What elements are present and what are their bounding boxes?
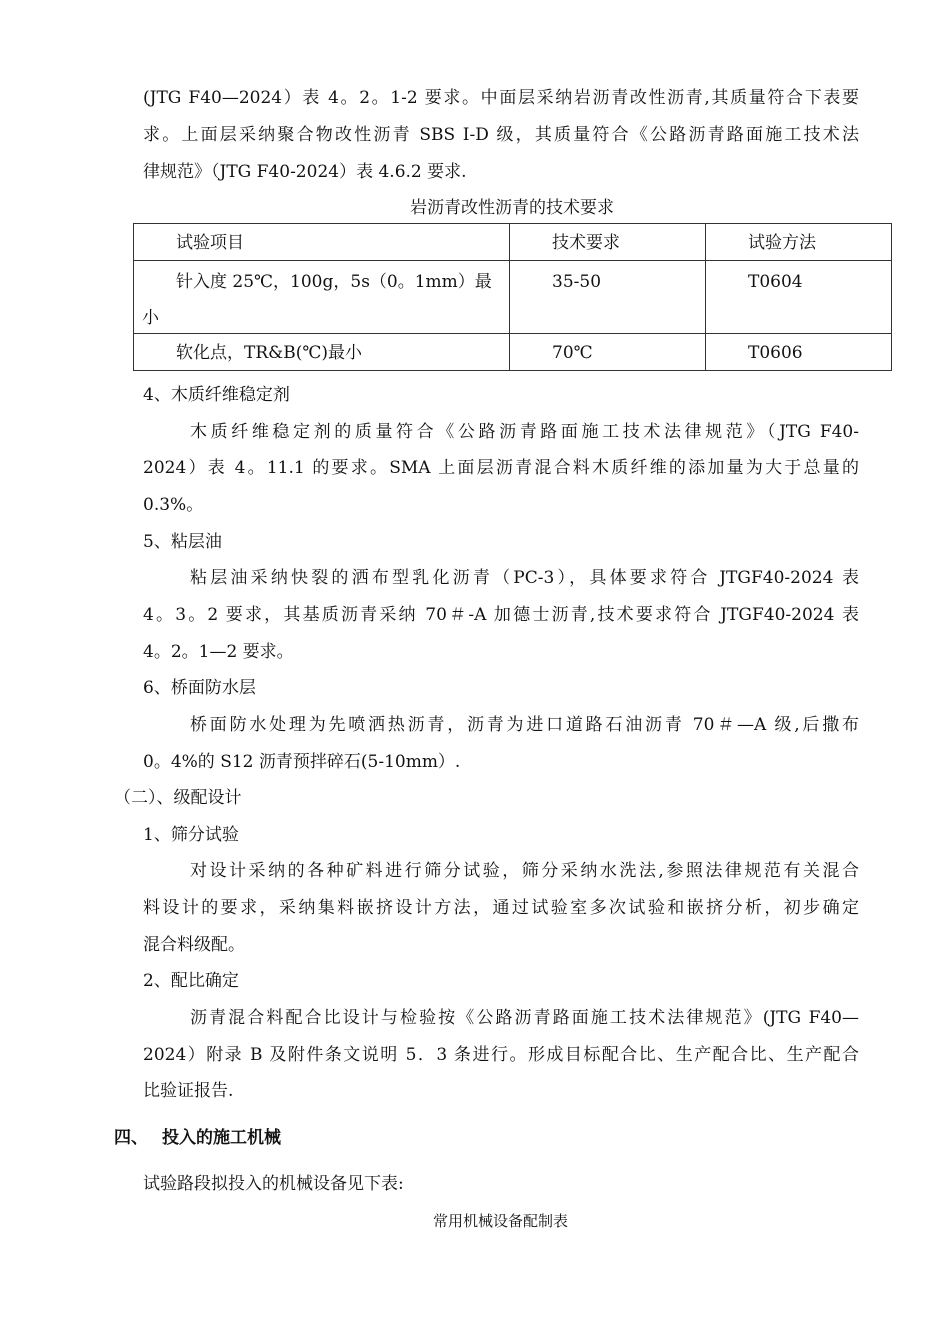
section-heading: 2、配比确定 bbox=[143, 971, 239, 991]
chapter-title: 投入的施工机械 bbox=[162, 1128, 281, 1148]
intro-line-2: 求。上面层采纳聚合物改性沥青 SBS I-D 级，其质量符合《公路沥青路面施工技术法 bbox=[143, 125, 859, 145]
paragraph-line: 试验路段拟投入的机械设备见下表: bbox=[143, 1174, 404, 1194]
paragraph-line: 2024）附录 B 及附件条文说明 5．3 条进行。形成目标配合比、生产配合比、生产配合 bbox=[143, 1045, 859, 1065]
intro-line-1: (JTG F40—2024）表 4。2。1-2 要求。中面层采纳岩沥青改性沥青,其质量符合下表要 bbox=[143, 88, 859, 108]
table-cell bbox=[706, 334, 892, 371]
section-heading: 1、筛分试验 bbox=[143, 825, 239, 845]
table2-caption: 常用机械设备配制表 bbox=[432, 1212, 568, 1230]
paragraph-line: 比验证报告. bbox=[143, 1081, 234, 1101]
row-requirement: 35-50 bbox=[552, 272, 602, 292]
paragraph-line: 混合料级配。 bbox=[143, 935, 245, 955]
table-cell bbox=[134, 261, 510, 334]
section-heading: 5、粘层油 bbox=[143, 532, 222, 552]
table-header-row bbox=[134, 224, 892, 261]
table-cell bbox=[510, 334, 706, 371]
table-cell bbox=[510, 261, 706, 334]
header-cell bbox=[134, 224, 510, 261]
paragraph-line: 4。2。1—2 要求。 bbox=[143, 642, 294, 662]
paragraph-line: 0。4%的 S12 沥青预拌碎石(5-10mm）. bbox=[143, 752, 461, 772]
tech-requirements-table bbox=[133, 223, 892, 371]
row-method: T0606 bbox=[748, 343, 803, 363]
paragraph-line: 沥青混合料配合比设计与检验按《公路沥青路面施工技术法律规范》(JTG F40— bbox=[190, 1008, 859, 1028]
paragraph-line: 桥面防水处理为先喷洒热沥青，沥青为进口道路石油沥青 70＃—A 级,后撒布 bbox=[190, 715, 859, 735]
table-row bbox=[134, 334, 892, 371]
header-requirement: 技术要求 bbox=[552, 233, 620, 253]
paragraph-line: 料设计的要求，采纳集料嵌挤设计方法，通过试验室多次试验和嵌挤分析，初步确定 bbox=[143, 898, 859, 918]
header-item: 试验项目 bbox=[176, 233, 244, 253]
table-cell bbox=[134, 334, 510, 371]
paragraph-line: 粘层油采纳快裂的洒布型乳化沥青（PC-3），具体要求符合 JTGF40-2024 表 bbox=[190, 568, 859, 588]
paragraph-line: 木质纤维稳定剂的质量符合《公路沥青路面施工技术法律规范》（JTG F40- bbox=[190, 422, 859, 442]
paragraph-line: 4。3。2 要求，其基质沥青采纳 70＃-A 加德士沥青,技术要求符合 JTGF40-2024 表 bbox=[143, 605, 859, 625]
table-row bbox=[134, 261, 892, 334]
paragraph-line: 0.3%。 bbox=[143, 495, 204, 515]
paragraph-line: 对设计采纳的各种矿料进行筛分试验，筛分采纳水洗法,参照法律规范有关混合 bbox=[190, 861, 859, 881]
chapter-number: 四、 bbox=[114, 1128, 148, 1148]
row-item: 软化点，TR&B(℃)最小 bbox=[176, 343, 363, 363]
header-cell bbox=[510, 224, 706, 261]
table-caption: 岩沥青改性沥青的技术要求 bbox=[410, 198, 614, 218]
subsection-heading: （二）、级配设计 bbox=[114, 788, 242, 808]
row-item-line-1: 针入度 25℃，100g，5s（0。1mm）最 bbox=[176, 272, 492, 292]
header-cell bbox=[706, 224, 892, 261]
row-item-line-2: 小 bbox=[142, 308, 159, 328]
row-requirement: 70℃ bbox=[552, 343, 593, 363]
paragraph-line: 2024）表 4。11.1 的要求。SMA 上面层沥青混合料木质纤维的添加量为大于总量的 bbox=[143, 458, 859, 478]
intro-line-3: 律规范》（JTG F40-2024）表 4.6.2 要求. bbox=[143, 162, 467, 182]
table-cell bbox=[706, 261, 892, 334]
header-method: 试验方法 bbox=[748, 233, 816, 253]
row-method: T0604 bbox=[748, 272, 803, 292]
section-heading: 4、木质纤维稳定剂 bbox=[143, 385, 290, 405]
section-heading: 6、桥面防水层 bbox=[143, 678, 256, 698]
